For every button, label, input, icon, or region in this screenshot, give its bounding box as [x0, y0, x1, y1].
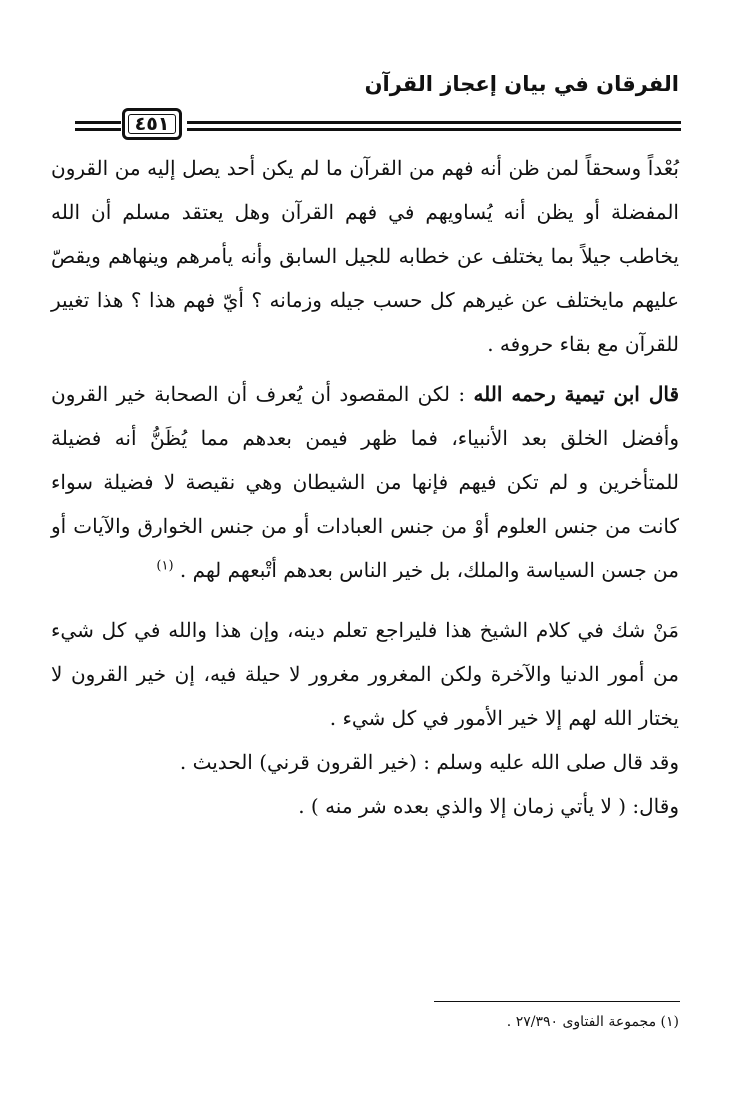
paragraph-1: بُعْداً وسحقاً لمن ظن أنه فهم من القرآن ما لم يكن أحد يصل إليه من القرون المفضلة أو يظن أنه يُساويهم في فهم القرآن وهل يعتقد مسلم أن الله يخاطب جيلاً بما يختلف عن خطابه للجيل السابق وأنه يأمرهم وينهاهم ويقصّ عليهم مايختلف عن غيرهم كل حسب جيله وزمانه ؟ أيّ فهم هذا ؟ هذا تغيير للقرآن مع بقاء حروفه .: [51, 156, 679, 356]
paragraph-5: وقال: ( لا يأتي زمان إلا والذي بعده شر منه ) .: [298, 794, 679, 818]
paragraph-2: [51, 372, 679, 592]
header-rule-right-top: [187, 121, 681, 124]
quote-speaker: قال ابن تيمية رحمه الله: [473, 382, 680, 406]
footnote-reference: (١): [156, 558, 174, 574]
page-number: ٤٥١: [122, 108, 182, 140]
quote-text: : لكن المقصود أن يُعرف أن الصحابة خير القرون وأفضل الخلق بعد الأنبياء، فما ظهر فيمن بعدهم مما يُظَنُّ أنه فضيلة للمتأخرين و لم تكن فيهم فإنها من الشيطان وهي نقيصة لا فضيلة سواء كانت من جنس العلوم أوْ من جنس العبادات أو من جنس الخوارق والآيات أو من جسن السياسة والملك، بل خير الناس بعدهم أتْبعهم لهم .: [51, 382, 679, 582]
header-rule-left-bottom: [75, 128, 121, 131]
header-rule-right-bottom: [187, 128, 681, 131]
footnote-divider: [434, 1001, 680, 1002]
footnote: (١) مجموعة الفتاوى ٢٧/٣٩٠ .: [506, 1014, 679, 1030]
paragraph-3: مَنْ شك في كلام الشيخ هذا فليراجع تعلم دينه، وإن هذا والله في كل شيء من أمور الدنيا والآخرة ولكن المغرور مغرور لا حيلة فيه، إن خير القرون لا يختار الله لهم إلا خير الأمور في كل شيء .: [51, 618, 679, 730]
header-rule: [75, 108, 681, 144]
paragraph-4: وقد قال صلى الله عليه وسلم : (خير القرون قرني) الحديث .: [179, 750, 679, 774]
running-title: الفرقان في بيان إعجاز القرآن: [364, 72, 679, 96]
main-text: [51, 146, 679, 828]
header-rule-left-top: [75, 121, 121, 124]
